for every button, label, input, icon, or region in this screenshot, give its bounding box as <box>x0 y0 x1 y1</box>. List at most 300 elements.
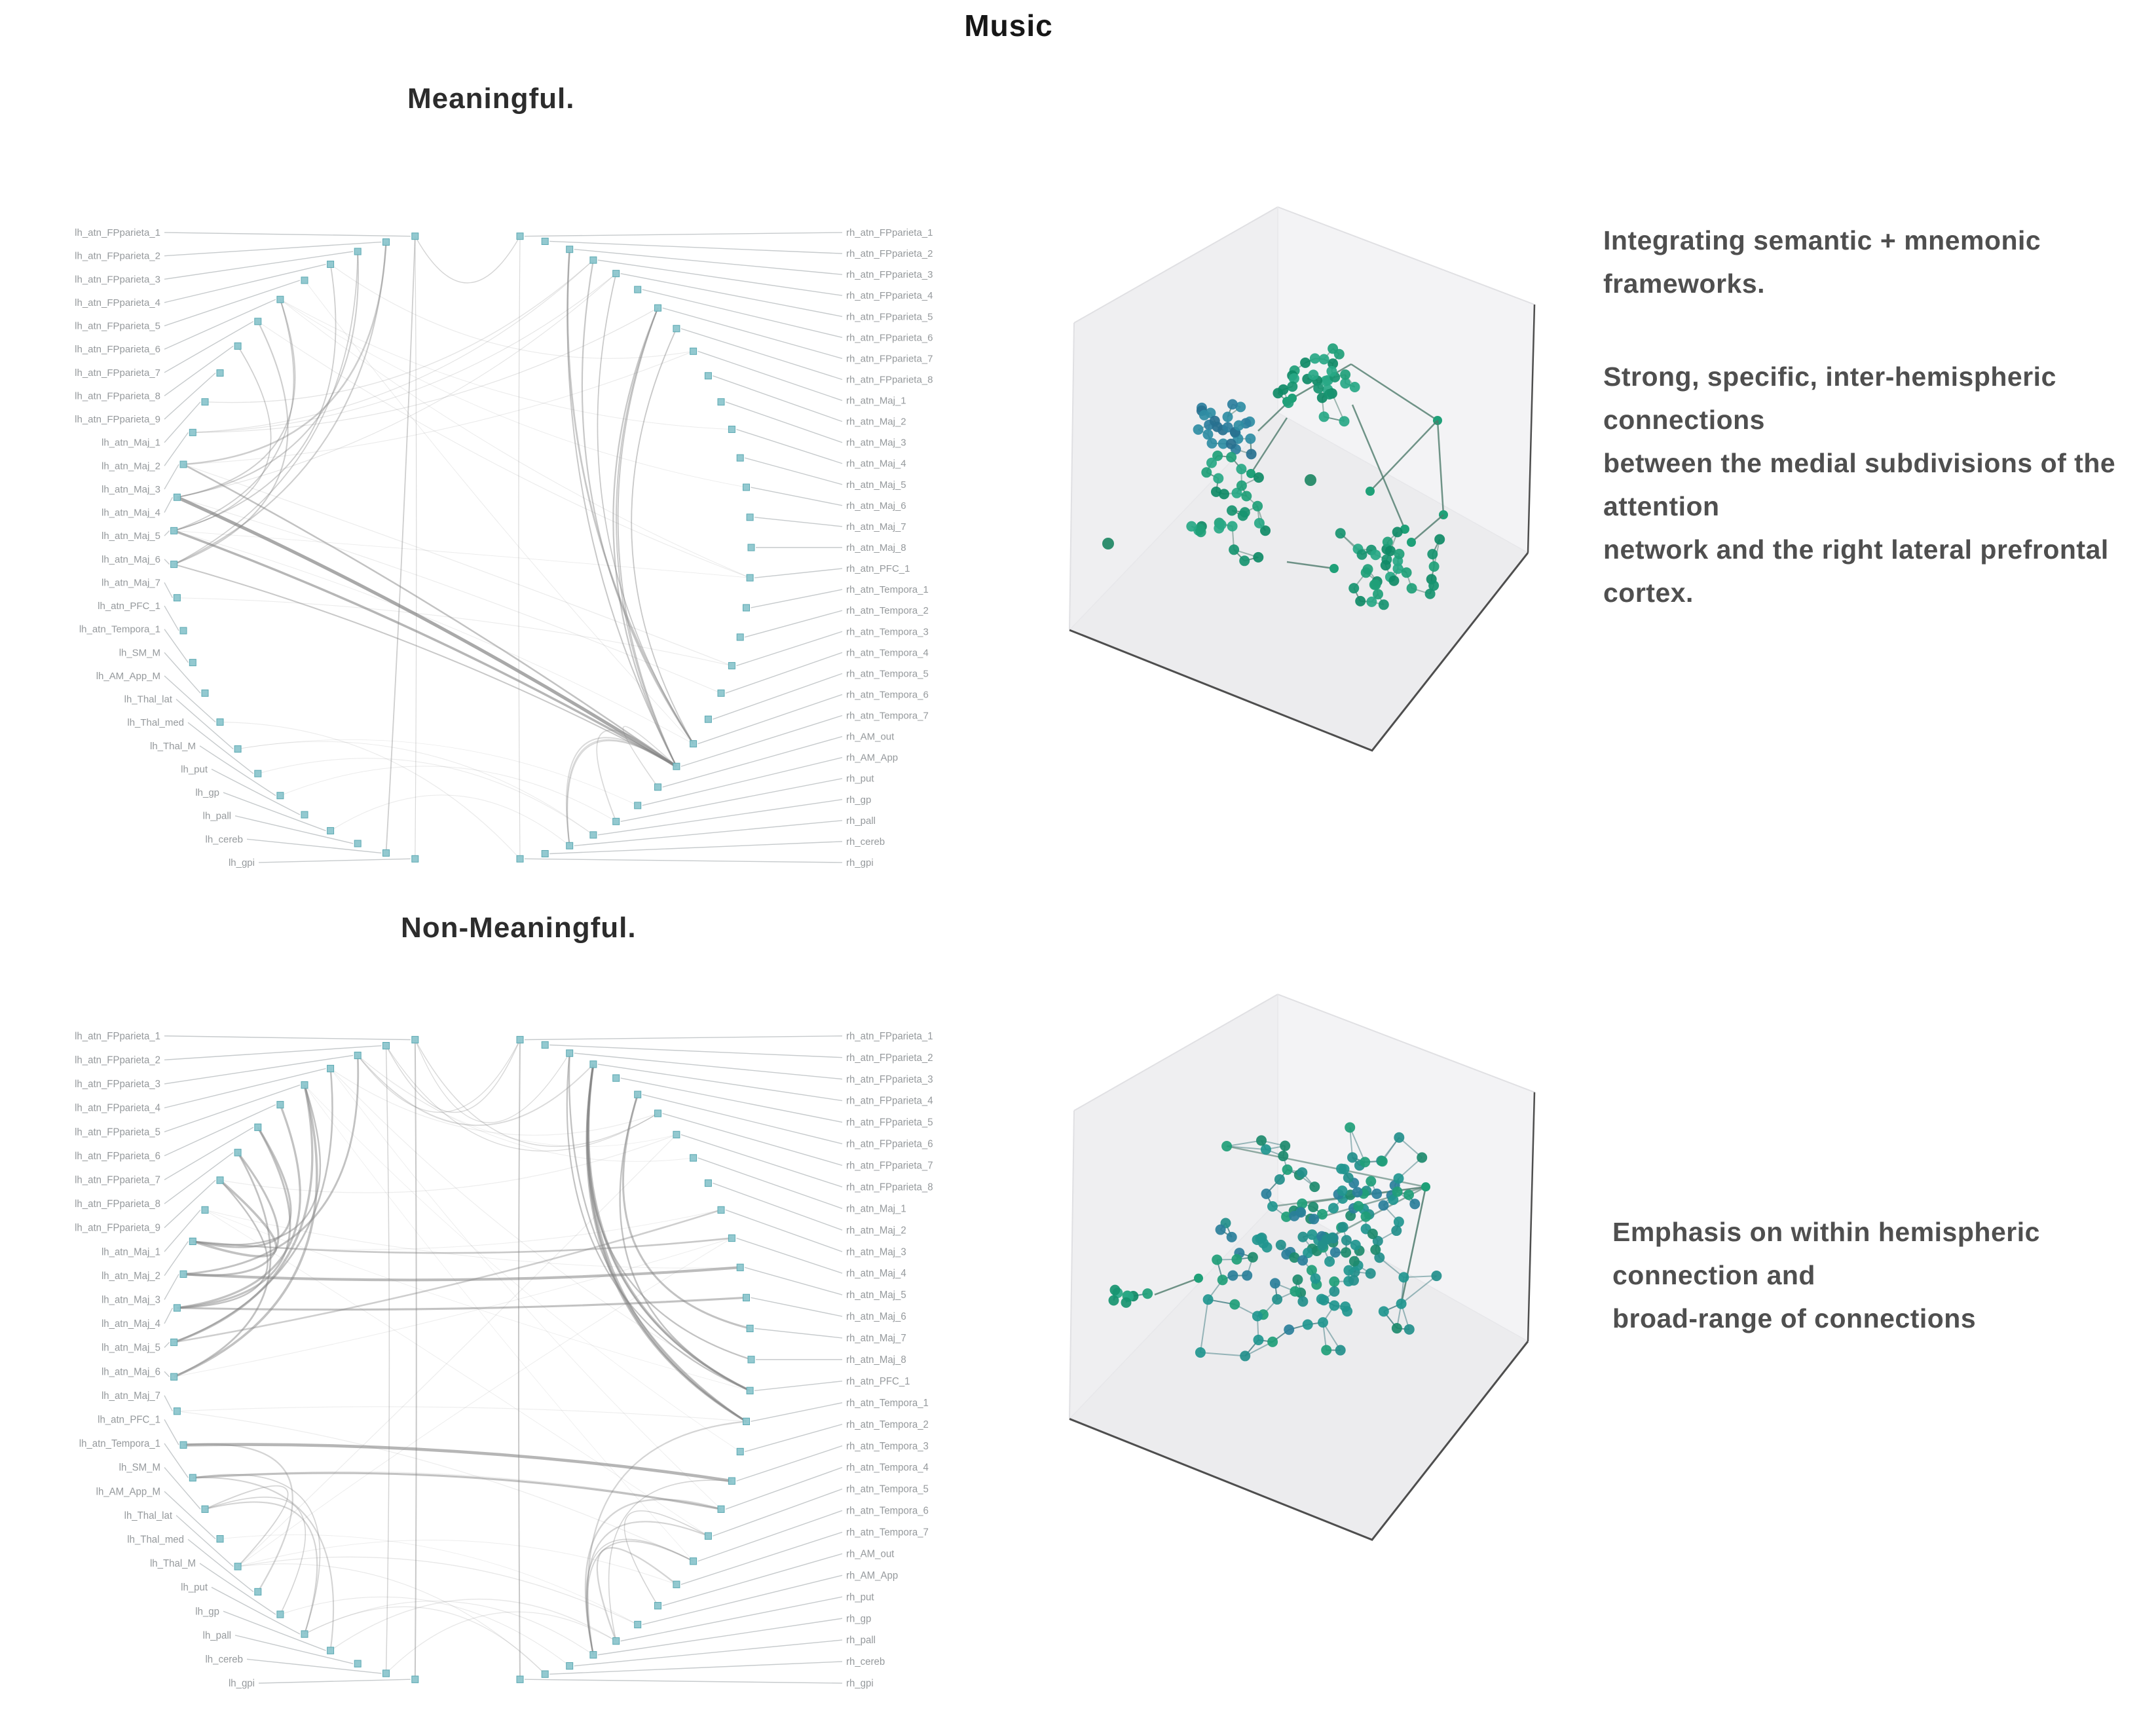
node-label: rh_atn_FPparieta_4 <box>846 290 933 302</box>
node-label: rh_pall <box>846 1635 876 1647</box>
node-label: lh_atn_PFC_1 <box>98 601 160 612</box>
connectogram-node <box>327 827 334 834</box>
network-node <box>1353 1201 1364 1212</box>
connectogram-node <box>718 690 724 696</box>
network-node <box>1318 1295 1329 1305</box>
node-label: rh_atn_Maj_7 <box>846 521 906 532</box>
network-node <box>1379 1306 1389 1316</box>
node-label: rh_atn_Tempora_7 <box>846 710 929 722</box>
annotation-line: between the medial subdivisions of the attention <box>1603 448 2116 521</box>
node-label: rh_AM_out <box>846 731 895 743</box>
connection-edge <box>305 1607 545 1674</box>
leader-line <box>754 568 842 578</box>
network-node <box>1213 473 1223 483</box>
node-label: lh_atn_FPparieta_5 <box>75 320 160 332</box>
node-label: rh_atn_FPparieta_3 <box>846 1073 933 1085</box>
leader-line <box>164 1036 411 1040</box>
network-node <box>1307 1229 1318 1240</box>
connection-edge <box>609 1480 732 1641</box>
leader-line <box>549 842 842 854</box>
network-node <box>1394 1217 1404 1227</box>
connectogram-node <box>301 1631 308 1637</box>
network-node <box>1394 549 1405 559</box>
connectogram-node <box>301 277 308 284</box>
connection-edge <box>177 1407 746 1421</box>
node-label: rh_atn_Tempora_3 <box>846 626 929 638</box>
leader-line <box>549 241 842 253</box>
network-node <box>1330 1247 1341 1257</box>
leader-line <box>164 1343 170 1348</box>
node-label: rh_atn_Tempora_1 <box>846 584 929 596</box>
leader-line <box>164 1055 353 1083</box>
node-label: lh_pall <box>202 1629 231 1641</box>
network-node <box>1427 549 1438 559</box>
network-node <box>1343 1172 1354 1183</box>
network-node <box>1203 1294 1214 1305</box>
node-label: lh_atn_Maj_2 <box>101 1270 160 1282</box>
network-node <box>1431 1271 1441 1281</box>
node-label: rh_atn_Maj_5 <box>846 1289 906 1301</box>
network-node <box>1109 1295 1119 1305</box>
network-node <box>1297 1296 1308 1307</box>
annotation-non-meaningful <box>1612 1210 2156 1340</box>
network-node <box>1379 1200 1389 1210</box>
network-node <box>1379 599 1389 610</box>
network-node <box>1329 1276 1339 1287</box>
network-node <box>1216 519 1227 530</box>
network-node <box>1319 411 1329 422</box>
connection-edge <box>220 1134 677 1193</box>
network-node <box>1345 1122 1355 1132</box>
network-node <box>1407 583 1417 593</box>
connection-edge <box>280 1597 570 1665</box>
connectogram-node <box>383 1043 390 1049</box>
node-label: lh_atn_Tempora_1 <box>79 623 160 635</box>
node-label: rh_atn_Tempora_7 <box>846 1527 929 1538</box>
network-node <box>1341 1247 1351 1257</box>
connectogram-node <box>590 1061 597 1068</box>
connection-edge <box>193 308 658 432</box>
connectogram-node <box>690 348 697 354</box>
node-label: rh_atn_Maj_2 <box>846 1225 906 1237</box>
network-node <box>1370 549 1381 560</box>
connectogram-node <box>635 1091 641 1098</box>
connectogram-node <box>743 1418 750 1424</box>
connectogram-node <box>567 1050 573 1056</box>
network-node <box>1340 369 1350 380</box>
node-label: rh_atn_Tempora_6 <box>846 689 929 701</box>
node-label: lh_atn_Maj_3 <box>101 1294 160 1306</box>
connectogram-node <box>412 1036 418 1043</box>
network-node <box>1272 1294 1282 1305</box>
node-label: rh_atn_Tempora_3 <box>846 1440 929 1452</box>
connectogram-node <box>234 1149 241 1156</box>
connectogram-node <box>234 1563 241 1570</box>
network-node <box>1429 561 1440 572</box>
connectogram-node <box>517 233 523 240</box>
connection-edge <box>331 795 570 846</box>
leader-line <box>164 1210 200 1252</box>
connectogram-node <box>354 248 361 255</box>
connectogram-node <box>747 514 753 521</box>
node-label: rh_atn_Maj_6 <box>846 1311 906 1323</box>
node-label: lh_atn_FPparieta_7 <box>75 1174 160 1186</box>
leader-line <box>164 1371 170 1377</box>
connectogram-node <box>301 1082 308 1089</box>
leader-line <box>164 1274 179 1299</box>
network-node <box>1328 1233 1338 1243</box>
connectogram-node <box>171 1339 177 1345</box>
network-node <box>1434 534 1445 545</box>
node-label: rh_atn_FPparieta_5 <box>846 1117 933 1128</box>
network-node <box>1367 1229 1378 1239</box>
connection-edge <box>238 739 638 805</box>
connectogram-node <box>327 261 334 268</box>
connectogram-node <box>255 318 261 325</box>
leader-line <box>164 402 200 443</box>
network-node <box>1267 1201 1278 1212</box>
connection-edge <box>174 251 358 565</box>
connectogram-node <box>635 1621 641 1628</box>
connectogram-node <box>202 690 208 696</box>
network-node <box>1199 410 1210 420</box>
network-node <box>1212 1254 1222 1265</box>
network-node <box>1341 1235 1352 1246</box>
connectogram-node <box>412 1676 418 1683</box>
leader-line <box>164 652 200 693</box>
node-label: rh_atn_Tempora_2 <box>846 1419 929 1430</box>
leader-line <box>726 1468 842 1510</box>
network-node <box>1223 412 1233 422</box>
connectogram-node <box>277 1611 284 1618</box>
connectogram-node <box>728 662 735 669</box>
node-label: rh_atn_Maj_8 <box>846 1354 906 1366</box>
node-label: lh_put <box>181 1582 208 1593</box>
connectogram-node <box>590 1652 597 1658</box>
node-label: rh_atn_Maj_3 <box>846 1246 906 1258</box>
connection-edge <box>174 299 294 530</box>
connection-edge <box>305 1085 694 1561</box>
connection-edge <box>258 758 593 835</box>
node-label: lh_atn_FPparieta_1 <box>75 1030 160 1042</box>
connection-edge <box>174 265 336 531</box>
connectogram-node <box>728 1235 735 1241</box>
connectogram-node <box>690 1558 697 1565</box>
network-node <box>1217 1275 1228 1285</box>
network-node <box>1403 1189 1414 1200</box>
network-node <box>1295 1207 1306 1218</box>
node-label: lh_Thal_med <box>127 717 184 729</box>
network-node <box>1371 1189 1382 1199</box>
connectogram-node <box>202 399 208 405</box>
node-label: lh_Thal_med <box>127 1534 184 1546</box>
leader-line <box>751 1403 843 1422</box>
connectogram-node <box>217 1536 223 1542</box>
connection-edge <box>193 1085 320 1245</box>
node-label: rh_atn_FPparieta_1 <box>846 1030 933 1042</box>
leader-line <box>259 1679 411 1683</box>
network-node <box>1283 398 1293 408</box>
leader-line <box>164 1180 215 1228</box>
leader-line <box>525 1036 842 1040</box>
network-node <box>1318 1317 1328 1328</box>
node-label: lh_Thal_lat <box>124 694 172 705</box>
network-node <box>1262 1242 1273 1252</box>
network-node <box>1240 1350 1250 1361</box>
network-node <box>1252 1235 1263 1245</box>
leader-line <box>164 559 170 565</box>
network-node <box>1234 420 1244 431</box>
network-node <box>1383 537 1393 548</box>
connectogram-node <box>277 1102 284 1108</box>
node-label: lh_atn_FPparieta_5 <box>75 1126 160 1138</box>
network-node <box>1317 1240 1328 1250</box>
node-label: lh_atn_Maj_4 <box>101 1318 160 1330</box>
network-node <box>1313 383 1324 394</box>
connectogram-node <box>590 832 597 838</box>
node-label: rh_atn_FPparieta_8 <box>846 1182 933 1193</box>
connection-edge <box>177 299 295 497</box>
node-label: rh_atn_Maj_5 <box>846 479 906 491</box>
node-label: rh_atn_Tempora_4 <box>846 1462 929 1474</box>
network-node <box>1370 1244 1381 1255</box>
network-node <box>1337 1185 1348 1196</box>
connectogram-node <box>590 257 597 263</box>
leader-line <box>164 251 353 279</box>
node-label: lh_atn_FPparieta_7 <box>75 367 160 379</box>
network-node <box>1241 491 1252 502</box>
node-label: lh_atn_Maj_1 <box>101 1246 160 1258</box>
leader-line <box>164 497 172 512</box>
network-node <box>1392 527 1403 537</box>
connection-edge <box>183 1445 732 1481</box>
connectogram-node <box>613 270 620 277</box>
connectogram-node <box>728 426 735 433</box>
node-label: rh_atn_FPparieta_2 <box>846 248 933 260</box>
connectogram-node <box>718 1506 724 1512</box>
connectogram-node <box>180 1442 187 1448</box>
network-node <box>1428 580 1439 591</box>
network-node <box>1207 438 1217 449</box>
network-node <box>1321 1345 1331 1355</box>
network-node <box>1261 1144 1271 1155</box>
network-node <box>1342 1306 1352 1316</box>
network-node <box>1348 1275 1359 1286</box>
annotation-line: Emphasis on within hemispheric connection and <box>1612 1217 2040 1290</box>
connectogram-node <box>202 1206 208 1213</box>
connection-edge <box>331 1069 751 1391</box>
network-node <box>1324 1256 1335 1267</box>
leader-line <box>745 458 842 485</box>
connectogram-node <box>567 1662 573 1669</box>
connectogram-node <box>327 1647 334 1654</box>
connectogram-node <box>171 561 177 568</box>
connection-edge <box>238 1564 545 1674</box>
connection-edge <box>177 274 616 498</box>
network-node <box>1252 1311 1263 1321</box>
network-node <box>1394 1173 1404 1183</box>
connection-edge <box>177 497 677 766</box>
network-node <box>1388 576 1399 586</box>
leader-line <box>164 530 170 536</box>
connection-edge <box>331 265 694 359</box>
section-label-non-meaningful: Non-Meaningful. <box>401 912 637 944</box>
network-node <box>1186 521 1197 532</box>
leader-line <box>698 1510 842 1561</box>
network-node <box>1142 1288 1153 1299</box>
connectogram-node <box>743 484 750 491</box>
network-node <box>1361 567 1371 578</box>
network-node <box>1381 560 1391 570</box>
connectogram-node <box>234 343 241 349</box>
network-node <box>1335 528 1346 538</box>
leader-line <box>525 859 842 863</box>
node-label: lh_atn_Maj_7 <box>102 577 160 589</box>
network-node <box>1409 1199 1420 1209</box>
connectogram-node <box>747 1387 753 1394</box>
node-label: lh_Thal_lat <box>124 1510 172 1521</box>
connectogram-node <box>255 770 261 777</box>
node-label: rh_atn_FPparieta_7 <box>846 353 933 365</box>
leader-line <box>164 373 215 419</box>
connectogram-node <box>277 296 284 303</box>
network-node <box>1229 1299 1240 1310</box>
node-label: rh_atn_FPparieta_5 <box>846 311 933 323</box>
connectogram-node <box>743 1294 750 1301</box>
network-node <box>1254 1335 1264 1345</box>
annotation-line: broad-range of connections <box>1612 1303 1977 1333</box>
network-node <box>1352 1187 1363 1197</box>
connectogram-node <box>217 1177 223 1183</box>
connectogram-node <box>705 1533 711 1539</box>
network-node <box>1231 1254 1242 1265</box>
network-node <box>1219 489 1229 499</box>
leader-line <box>164 1046 382 1060</box>
leader-line <box>736 1238 842 1273</box>
network-node <box>1324 389 1335 400</box>
leader-line <box>164 606 179 631</box>
leader-line <box>164 1396 172 1411</box>
connection-edge <box>358 1040 520 1113</box>
node-label: rh_pall <box>846 815 876 827</box>
network-node <box>1238 510 1248 521</box>
connectogram-node <box>277 792 284 799</box>
network-node <box>1329 1300 1339 1311</box>
network-node <box>1360 1157 1370 1167</box>
node-label: lh_cereb <box>205 834 243 846</box>
network-node <box>1261 1189 1272 1199</box>
connectogram-node <box>174 1408 180 1415</box>
network-node <box>1308 1202 1318 1212</box>
connectogram-node <box>655 1603 661 1609</box>
network-node <box>1319 354 1329 365</box>
network-node <box>1308 369 1318 380</box>
network-node <box>1404 1324 1415 1335</box>
connectogram-node <box>412 233 418 240</box>
connectogram-node <box>718 399 724 405</box>
node-label: rh_AM_out <box>846 1548 895 1560</box>
node-label: rh_atn_FPparieta_2 <box>846 1052 933 1064</box>
connectogram-node <box>542 1041 548 1048</box>
network-node <box>1297 1255 1308 1265</box>
connection-edge <box>193 1478 333 1650</box>
network-node <box>1242 1270 1252 1280</box>
connectogram-node <box>174 494 180 500</box>
network-node <box>1348 583 1359 593</box>
network-node <box>1335 1345 1346 1356</box>
network-node <box>1290 1286 1300 1297</box>
connectogram-node <box>189 1238 196 1244</box>
leader-line <box>698 694 842 743</box>
network-node <box>1392 1187 1403 1197</box>
network-node <box>1248 1252 1258 1263</box>
network-node <box>1193 424 1204 435</box>
connectogram-node <box>180 461 187 468</box>
network-node <box>1221 1141 1232 1151</box>
connectogram-node <box>705 373 711 379</box>
connectogram-node <box>737 1448 743 1455</box>
connectogram-node <box>655 305 661 311</box>
connectogram-node <box>655 784 661 791</box>
leader-line <box>726 402 842 443</box>
connection-edge <box>613 308 677 766</box>
network-node <box>1239 555 1250 566</box>
connectogram-node <box>705 1180 711 1186</box>
node-label: rh_atn_Maj_7 <box>846 1332 906 1345</box>
network-node <box>1309 1214 1319 1224</box>
connection-edge <box>331 1599 616 1650</box>
network-node <box>1417 1152 1427 1163</box>
connectogram-node <box>189 429 196 436</box>
connection-edge <box>588 1064 750 1390</box>
node-label: lh_atn_Maj_7 <box>101 1390 160 1402</box>
node-label: rh_gp <box>846 1613 872 1625</box>
node-label: rh_atn_FPparieta_8 <box>846 374 933 386</box>
annotation-paragraph <box>1603 355 2156 614</box>
network-node <box>1371 580 1381 590</box>
network-node <box>1226 452 1236 462</box>
node-label: rh_atn_PFC_1 <box>846 1375 910 1387</box>
node-label: lh_atn_FPparieta_3 <box>75 274 160 286</box>
connection-edge <box>587 1064 751 1360</box>
connectogram-non-meaningful <box>26 1019 976 1707</box>
connection-edge <box>588 1064 750 1390</box>
connectogram-node <box>180 627 187 634</box>
network-node <box>1287 381 1297 392</box>
node-label: lh_atn_Maj_1 <box>102 437 160 449</box>
leader-line <box>736 430 842 464</box>
connectogram-node <box>613 1637 620 1644</box>
connectogram-node <box>748 544 754 551</box>
node-label: lh_gp <box>195 1606 219 1618</box>
annotation-line: Strong, specific, inter-hemispheric connections <box>1603 362 2056 435</box>
node-label: lh_SM_M <box>119 647 160 659</box>
connectogram-node <box>517 1036 523 1043</box>
leader-line <box>698 1158 842 1208</box>
leader-line <box>164 242 382 256</box>
node-label: lh_atn_FPparieta_6 <box>75 344 160 356</box>
network-node <box>1392 1323 1402 1333</box>
leader-line <box>726 652 842 693</box>
network-node <box>1309 1182 1320 1192</box>
network-node <box>1252 501 1263 512</box>
network-node <box>1256 1135 1267 1145</box>
node-label: lh_AM_App_M <box>96 1486 160 1498</box>
network-node <box>1402 567 1412 578</box>
leader-line <box>525 233 842 236</box>
node-label: lh_SM_M <box>119 1462 160 1474</box>
connectogram-node <box>383 239 390 246</box>
